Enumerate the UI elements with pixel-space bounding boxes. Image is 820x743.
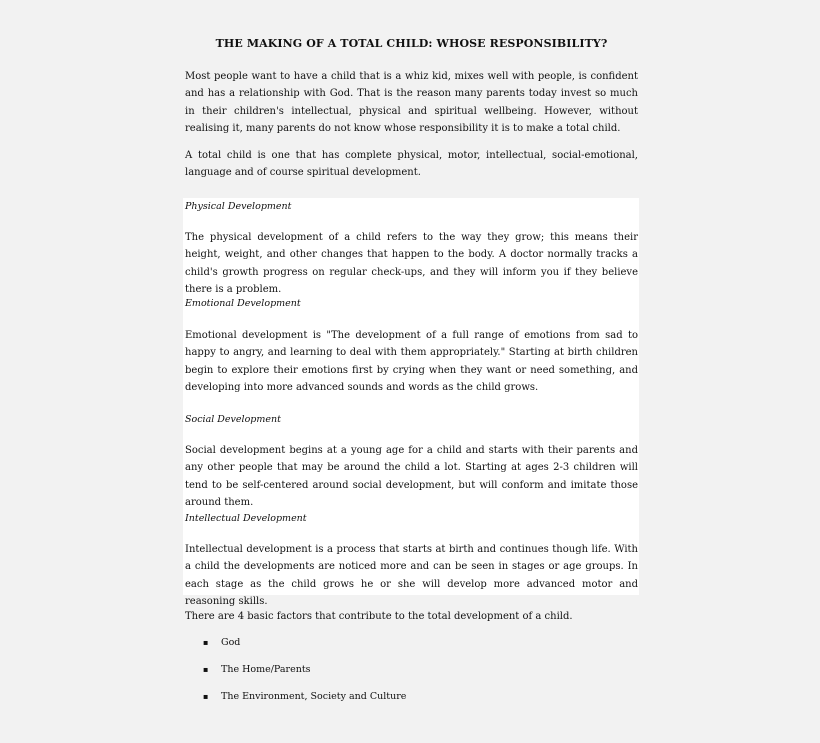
section-body-emotional: Emotional development is "The development of a full range of emotions from sad to happy to angry, and learning to deal with them appropriately." Starting at birth children begin to explore their emotions first by crying when they want or need something, and developing into more advanced sounds and words as the child grows. <box>185 330 638 393</box>
document-title: THE MAKING OF A TOTAL CHILD: WHOSE RESPONSIBILITY? <box>215 37 608 50</box>
intro-paragraph-1 <box>185 68 638 137</box>
list-item <box>203 691 406 702</box>
factors-intro-text: There are 4 basic factors that contribute to the total development of a child. <box>185 611 573 622</box>
section-social <box>185 411 638 428</box>
factor-label-god: God <box>221 637 241 648</box>
intro-paragraph-1-text: Most people want to have a child that is a whiz kid, mixes well with people, is confident and has a relationship with God. That is the reason many parents today invest so much in their children's intellectual, physical and spiritual wellbeing. However, without realising it, many parents do not know whose responsibility it is to make a total child. <box>185 71 638 134</box>
section-physical <box>185 198 638 215</box>
intro-paragraph-2-text: A total child is one that has complete physical, motor, intellectual, social-emotional, language and of course spiritual development. <box>185 150 638 179</box>
section-social-body <box>185 442 638 511</box>
bullet-icon: ▪ <box>203 665 209 674</box>
section-physical-body <box>185 229 638 298</box>
bullet-icon: ▪ <box>203 692 209 701</box>
section-heading-physical: Physical Development <box>185 201 292 212</box>
section-heading-emotional: Emotional Development <box>185 298 301 309</box>
section-body-physical: The physical development of a child refers to the way they grow; this means their height, weight, and other changes that happen to the body. A doctor normally tracks a child's growth progress on regular check-ups, and they will inform you if they believe there is a problem. <box>185 232 638 295</box>
intro-paragraph-2 <box>185 147 638 182</box>
section-heading-social: Social Development <box>185 414 281 425</box>
factor-label-environment: The Environment, Society and Culture <box>221 691 407 702</box>
factor-label-home-parents: The Home/Parents <box>221 664 311 675</box>
section-body-social: Social development begins at a young age for a child and starts with their parents and any other people that may be around the child a lot. Starting at ages 2-3 children will tend to be self-centered around social development, but will conform and imitate those around them. <box>185 445 638 508</box>
section-intellectual <box>185 510 638 527</box>
section-intellectual-body <box>185 541 638 610</box>
list-item <box>203 637 240 648</box>
section-emotional <box>185 295 638 312</box>
list-item <box>203 664 311 675</box>
section-emotional-body <box>185 327 638 396</box>
factors-intro <box>185 608 638 625</box>
section-heading-intellectual: Intellectual Development <box>185 513 307 524</box>
bullet-icon: ▪ <box>203 638 209 647</box>
section-body-intellectual: Intellectual development is a process that starts at birth and continues though life. With a child the developments are noticed more and can be seen in stages or age groups. In each stage as the child grows he or she will develop more advanced motor and reasoning skills. <box>185 544 638 607</box>
